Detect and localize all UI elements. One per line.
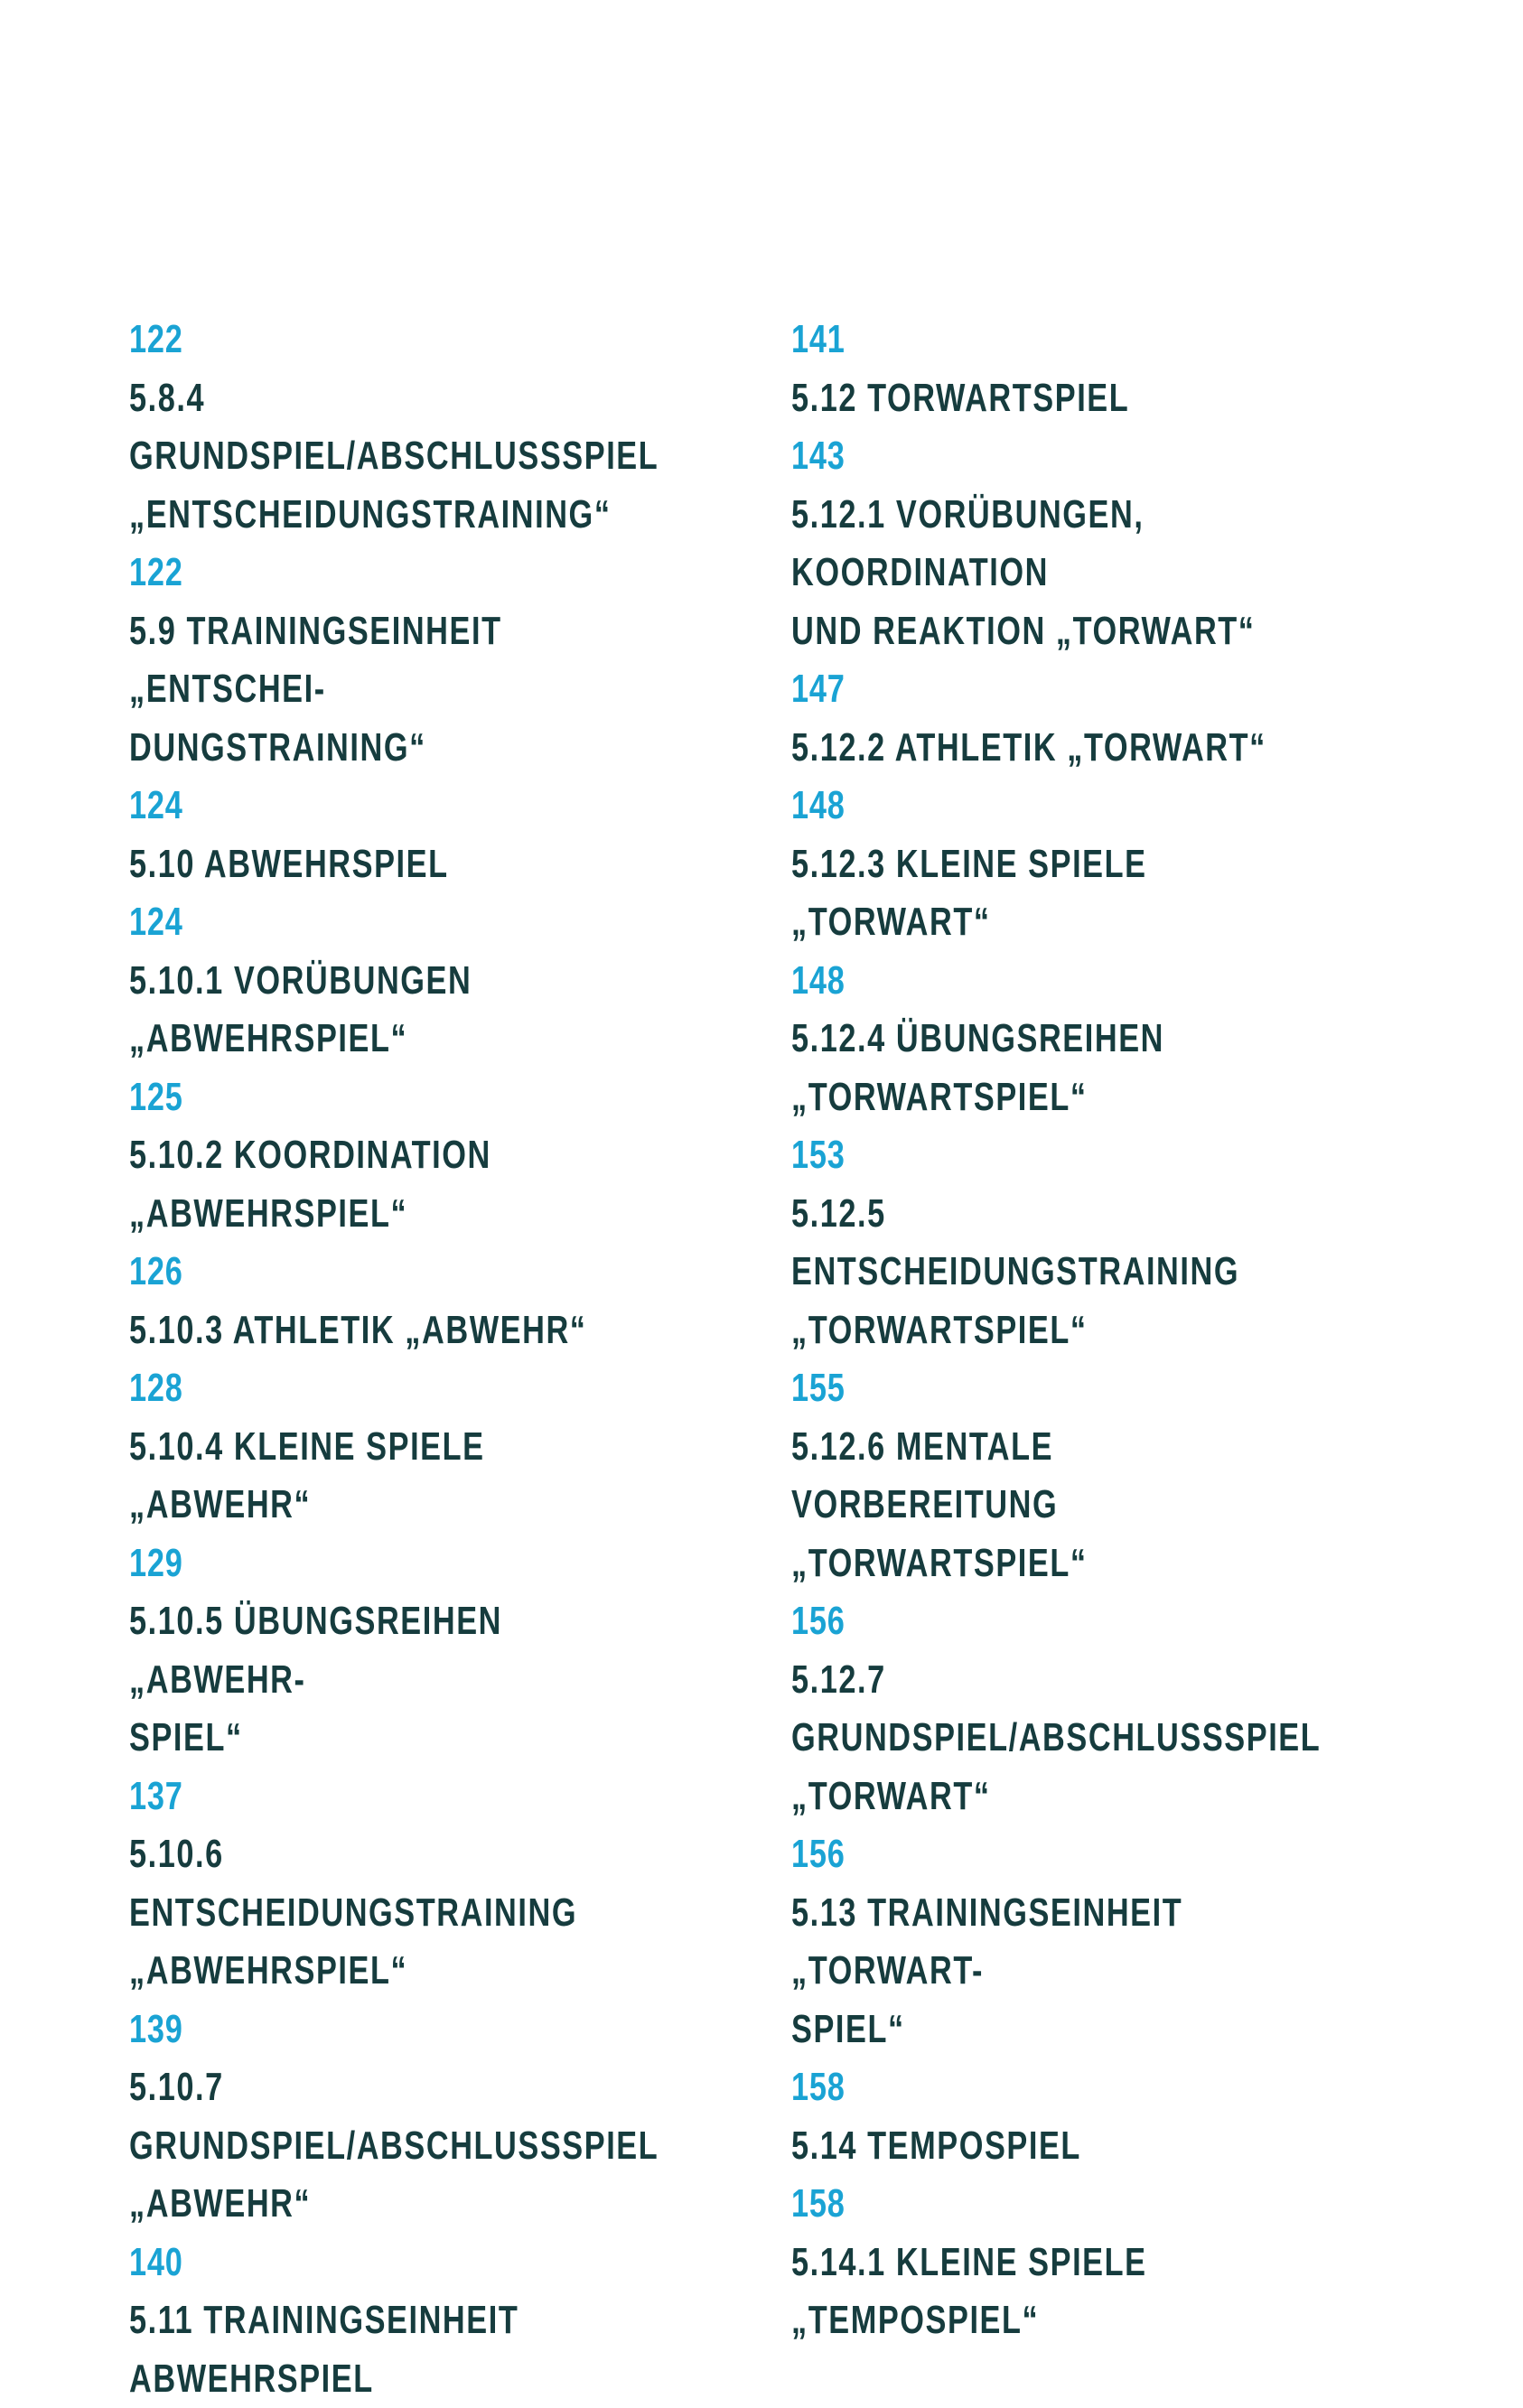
toc-entry bbox=[791, 660, 1442, 777]
toc-entry bbox=[791, 1825, 1442, 2058]
toc-entry bbox=[129, 2001, 780, 2234]
toc-page-number: 137 bbox=[129, 1768, 637, 1826]
toc-page-number: 129 bbox=[129, 1535, 637, 1593]
toc-entry-title: 5.10.5 ÜBUNGSREIHEN „ABWEHR- SPIEL“ bbox=[129, 1592, 637, 1768]
toc-entry bbox=[129, 777, 780, 893]
toc-page-number: 147 bbox=[791, 660, 1299, 719]
toc-entry bbox=[791, 427, 1442, 660]
toc-entry-title: 5.14 TEMPOSPIEL bbox=[791, 2117, 1299, 2176]
toc-entry-title: 5.10.2 KOORDINATION „ABWEHRSPIEL“ bbox=[129, 1126, 637, 1243]
toc-entry bbox=[791, 952, 1442, 1127]
toc-page-number: 156 bbox=[791, 1825, 1299, 1884]
toc-page-number: 148 bbox=[791, 952, 1299, 1011]
toc-entry-title: 5.13 TRAININGSEINHEIT „TORWART- SPIEL“ bbox=[791, 1884, 1299, 2059]
toc-page-number: 153 bbox=[791, 1126, 1299, 1185]
toc-entry bbox=[129, 1359, 780, 1535]
toc-page-number: 139 bbox=[129, 2001, 637, 2059]
toc-page-number: 128 bbox=[129, 1359, 637, 1418]
toc-right-column bbox=[791, 311, 1442, 2350]
toc-entry bbox=[129, 1243, 780, 1359]
toc-entry-title: 5.12.7 GRUNDSPIEL/ABSCHLUSSSPIEL „TORWART“ bbox=[791, 1651, 1299, 1826]
toc-page-number: 158 bbox=[791, 2058, 1299, 2117]
toc-entry bbox=[129, 311, 780, 544]
toc-page-number: 124 bbox=[129, 777, 637, 835]
toc-entry-title: 5.10.6 ENTSCHEIDUNGSTRAINING „ABWEHRSPIEL“ bbox=[129, 1825, 637, 2001]
toc-entry-title: 5.12.1 VORÜBUNGEN, KOORDINATION UND REAKTION „TORWART“ bbox=[791, 486, 1299, 661]
toc-entry-title: 5.11 TRAININGSEINHEIT ABWEHRSPIEL bbox=[129, 2291, 637, 2408]
toc-left-column bbox=[129, 311, 780, 2408]
toc-page-number: 148 bbox=[791, 777, 1299, 835]
toc-entry-title: 5.12.6 MENTALE VORBEREITUNG „TORWARTSPIEL“ bbox=[791, 1418, 1299, 1593]
toc-page-number: 122 bbox=[129, 544, 637, 602]
toc-entry-title: 5.8.4 GRUNDSPIEL/ABSCHLUSSSPIEL „ENTSCHEIDUNGSTRAINING“ bbox=[129, 369, 637, 545]
toc-entry-title: 5.12 TORWARTSPIEL bbox=[791, 369, 1299, 428]
toc-entry-title: 5.10 ABWEHRSPIEL bbox=[129, 835, 637, 894]
toc-entry bbox=[129, 1768, 780, 2001]
toc-entry bbox=[791, 777, 1442, 952]
toc-entry bbox=[791, 1359, 1442, 1592]
toc-entry bbox=[129, 2234, 780, 2408]
toc-entry bbox=[791, 2175, 1442, 2350]
toc-page-number: 140 bbox=[129, 2234, 637, 2292]
toc-page-number: 156 bbox=[791, 1592, 1299, 1651]
toc-entry bbox=[791, 311, 1442, 427]
toc-entry-title: 5.10.1 VORÜBUNGEN „ABWEHRSPIEL“ bbox=[129, 952, 637, 1069]
toc-page-number: 141 bbox=[791, 311, 1299, 369]
toc-entry-title: 5.9 TRAININGSEINHEIT „ENTSCHEI- DUNGSTRAINING“ bbox=[129, 602, 637, 778]
toc-entry bbox=[791, 1592, 1442, 1825]
toc-entry bbox=[791, 1126, 1442, 1359]
toc-entry bbox=[129, 893, 780, 1069]
toc-page-number: 158 bbox=[791, 2175, 1299, 2234]
toc-entry-title: 5.14.1 KLEINE SPIELE „TEMPOSPIEL“ bbox=[791, 2234, 1299, 2350]
toc-page-number: 124 bbox=[129, 893, 637, 952]
toc-page-number: 126 bbox=[129, 1243, 637, 1302]
toc-entry-title: 5.10.3 ATHLETIK „ABWEHR“ bbox=[129, 1302, 637, 1360]
toc-entry bbox=[791, 2058, 1442, 2175]
toc-entry bbox=[129, 1535, 780, 1768]
toc-entry bbox=[129, 1069, 780, 1244]
toc-page-number: 122 bbox=[129, 311, 637, 369]
toc-entry-title: 5.12.5 ENTSCHEIDUNGSTRAINING „TORWARTSPIEL“ bbox=[791, 1185, 1299, 1360]
toc-page-number: 155 bbox=[791, 1359, 1299, 1418]
toc-page-number: 143 bbox=[791, 427, 1299, 486]
toc-page-number: 125 bbox=[129, 1069, 637, 1127]
toc-entry-title: 5.10.7 GRUNDSPIEL/ABSCHLUSSSPIEL „ABWEHR“ bbox=[129, 2058, 637, 2234]
toc-entry-title: 5.12.3 KLEINE SPIELE „TORWART“ bbox=[791, 835, 1299, 952]
toc-entry-title: 5.12.4 ÜBUNGSREIHEN „TORWARTSPIEL“ bbox=[791, 1010, 1299, 1126]
toc-entry-title: 5.10.4 KLEINE SPIELE „ABWEHR“ bbox=[129, 1418, 637, 1535]
toc-entry bbox=[129, 544, 780, 777]
toc-entry-title: 5.12.2 ATHLETIK „TORWART“ bbox=[791, 719, 1299, 778]
